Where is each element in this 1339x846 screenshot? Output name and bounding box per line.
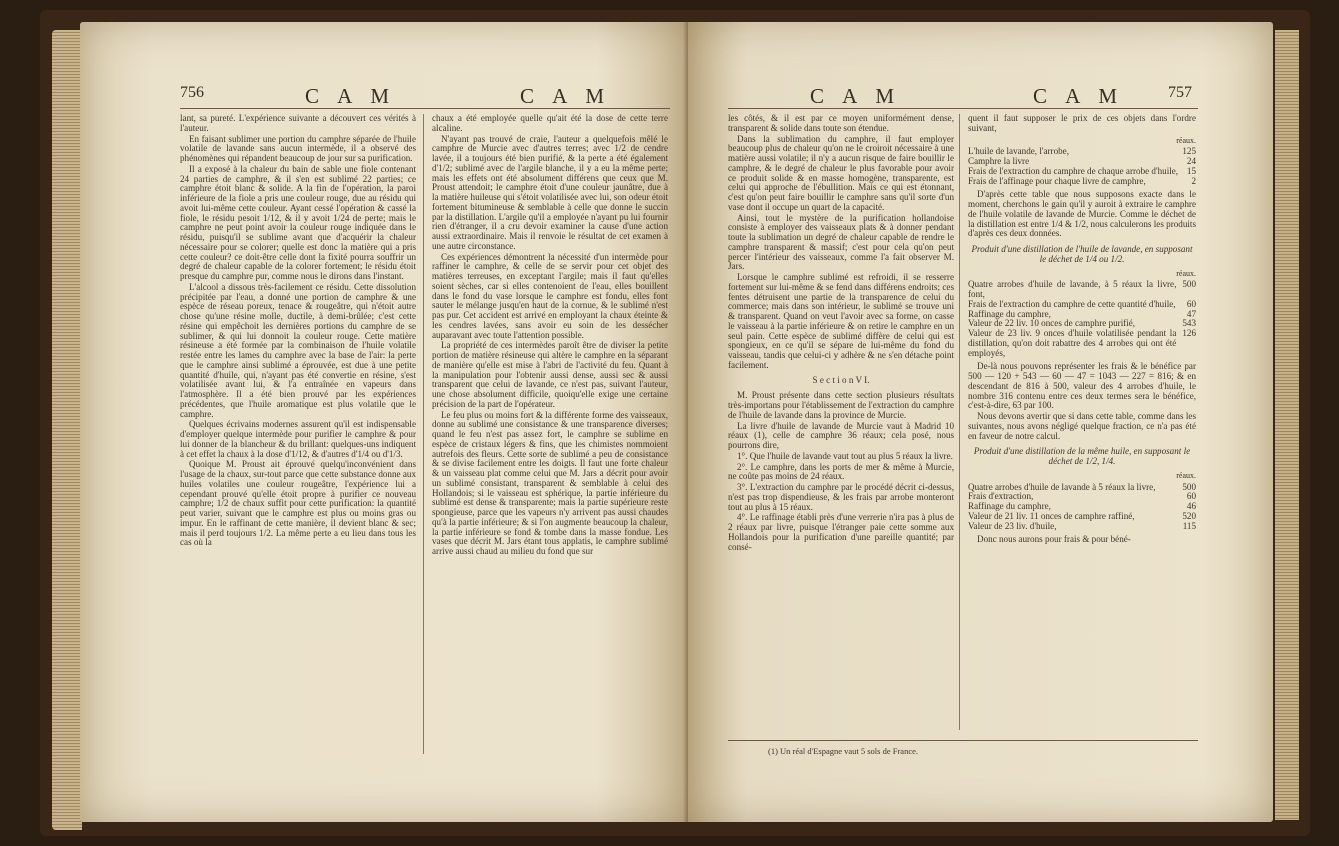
row-label: Frais d'extraction,	[968, 491, 1034, 502]
text-column-2	[432, 114, 668, 558]
row-label: Valeur de 22 liv. 10 onces de camphre purifié,	[968, 318, 1136, 329]
row-value: 47	[1186, 308, 1196, 319]
paragraph: N'ayant pas trouvé de craie, l'auteur a quelquefois mêlé le camphre de Murcie avec d'autres terres; avec 1/2 de cendre lavée, il a toujours été bien purifié, & la perte a été également d'1/2; sublimé avec de l'argile blanche, il y a eu la même perte; mais les effets ont été absolument différens que ceux que M. Proust attendoit; le camphre étoit d'une couleur jaunâtre, due à la matière huileuse qui s'étoit volatilisée avec lui, son odeur étoit fortement bitumineuse & semblable à celle que donne le succin par la distillation. L'argile qu'il a employée n'ayant pu lui fournir rien d'étranger, il a cru devoir examiner la cause d'une action aussi extraordinaire. Mais il renvoie le résultat de cet examen à une autre circonstance.	[432, 133, 668, 251]
paragraph: Il a exposé à la chaleur du bain de sable une fiole contenant 24 parties de camphre, & il s'en est sublimé 22 parties; ce camphre étoit blanc & solide. A la fin de l'opération, la paroi inférieure de la fiole a pris une couleur rouge, due au résidu qui avoit lui-même cette couleur. Ayant cessé l'opération & cassé la fiole, le résidu pesoit 1/12, & il y avoit 1/24 de perte; mais le camphre ne peut point avoir la couleur rouge indiquée dans le résidu, puisqu'il se sublime avant que d'acquérir la chaleur nécessaire pour se colorer; quelle est donc la matière qui a pris cette couleur? ce doit-être celle dont la fixité pourra souffrir un degré de chaleur capable de la colorer fortement; le résidu étoit presque du camphre pur, comme nous le dirons dans l'instant.	[180, 163, 416, 281]
price-table	[968, 147, 1196, 186]
footnote-rule	[728, 740, 1198, 741]
row-label: Camphre la livre	[968, 156, 1030, 166]
row-value: 24	[1186, 156, 1196, 166]
table-row	[968, 522, 1196, 532]
table-row	[968, 280, 1196, 300]
paragraph: L'alcool a dissous très-facilement ce résidu. Cette dissolution précipitée par l'eau, a donné une portion de camphre & une espèce de réseau poreux, tenace & rougeâtre, qui n'étoit autre chose qu'une résine molle, ductile, à demi-brûlée; c'est cette résine qui empêchoit les dernières portions du camphre de se sublimer, & qui lui donnoit la couleur rouge. Cette matière résineuse a été formée par la combinaison de l'huile volatile restée entre les lames du camphre avec la base de l'air: la perte que le camphre ainsi sublimé a éprouvée, est due à une petite quantité d'huile, qui, n'ayant pas été convertie en résine, s'est volatilisée avant lui, & l'a entraînée en vapeurs dans l'atmosphère. Il a été bien prouvé par les expériences précédentes, que l'huile aromatique est plus volatile que le camphre.	[180, 281, 416, 419]
row-label: Frais de l'extraction du camphre de chaque arrobe d'huile,	[968, 165, 1179, 176]
table-caption: Produit d'une distillation de l'huile de lavande, en supposant le déchet de 1/4 ou 1/2.	[971, 244, 1193, 264]
paragraph: La propriété de ces intermèdes paroît être de diviser la petite portion de matière résineuse qui altère le camphre en la séparant de manière qu'elle est mise à l'abri de l'activité du feu. Quant à la manipulation pour l'obtenir aussi dense, aussi sec & aussi transparent que celui de lavande, ce n'est pas, suivant l'auteur, une chose absolument difficile, quoiqu'elle exige une certaine précision de la part de l'opérateur.	[432, 340, 668, 409]
footnote: (1) Un réal d'Espagne vaut 5 sols de France.	[768, 746, 918, 756]
column-rule	[423, 114, 424, 754]
paragraph: En faisant sublimer une portion du camphre séparée de l'huile volatile de lavande sans aucun intermède, il a observé des phénomènes qui répandent beaucoup de jour sur sa purification.	[180, 133, 416, 163]
row-label: Raffinage du camphre,	[968, 308, 1051, 319]
text-column-2	[968, 114, 1196, 546]
row-value: 520	[1182, 510, 1196, 521]
section-heading: S e c t i o n V I.	[812, 374, 870, 385]
column-rule	[959, 114, 960, 730]
paragraph: Donc nous aurons pour frais & pour béné-	[977, 534, 1131, 545]
unit-label: réaux.	[1176, 268, 1196, 278]
paragraph: De-là nous pouvons représenter les frais & le bénéfice par 500 — 120 + 543 — 60 — 47 = 1043 — 227 = 816; & en descendant de 816 à 500, valeur des 4 arrobes d'huile, le nombre 316 contenu entre ces deux termes sera le bénéfice, c'est-à-dire, 63 par 100.	[968, 361, 1196, 411]
header-rule	[180, 108, 670, 109]
paragraph: Nous devons avertir que si dans cette table, comme dans les suivantes, nous avons négligé quelque fraction, ce n'a pas été en faveur de notre calcul.	[968, 411, 1196, 441]
row-label: Raffinage du camphre,	[968, 501, 1051, 511]
paragraph: Ces expériences démontrent la nécessité d'un intermède pour raffiner le camphre, & celle de se servir pour cet objet des matières terreuses, en exceptant l'argile; mais il faut qu'elles soient sèches, car si elles contenoient de l'eau, elles bouillent dans le fond du vase lorsque le camphre est fondu, elles font sauter le mélange jusqu'en haut de la cornue, & le sublimé n'est pas pur. Cet accident est arrivé en employant la chaux éteinte & les cendres lavées, sans avoir eu soin de les dessécher auparavant avec toute l'attention possible.	[432, 251, 668, 340]
paragraph: 4°. Le raffinage établi près d'une verrerie n'ira pas à plus de 2 réaux par livre, puisque l'étranger paie cette somme aux Hollandois pour la purification d'une pareille quantité; par consé-	[728, 512, 954, 552]
paragraph: Quoique M. Proust ait éprouvé quelqu'inconvénient dans l'usage de la chaux, sur-tout parce que cette substance donne aux huiles volatiles une couleur rougeâtre, l'expérience lui a cependant prouvé qu'elle étoit propre à purifier ce nouveau camphre; 1/2 de chaux suffit pour cette purification: la quantité peut varier, suivant que le camphre est plus ou moins gras ou impur. En le raffinant de cette manière, il devient blanc & sec; mais il perd toujours 1/2. La même perte a eu lieu dans tous les cas où la	[180, 459, 416, 548]
paragraph: Quelques écrivains modernes assurent qu'il est indispensable d'employer quelque intermède pour purifier le camphre & pour lui donner de la blancheur & du brillant: quelques-uns indiquent à cet effet la chaux à la dose d'1/12, & d'autres d'1/4 ou d'1/3.	[180, 419, 416, 459]
row-label: Valeur de 21 liv. 11 onces de camphre raffiné,	[968, 510, 1135, 521]
product-table-2	[968, 483, 1196, 532]
table-row	[968, 329, 1196, 358]
row-value: 115	[1182, 520, 1196, 531]
running-header: C A M	[810, 84, 902, 108]
page-number: 756	[180, 84, 204, 101]
row-label: Frais de l'affinage pour chaque livre de camphre,	[968, 175, 1146, 186]
row-value: 543	[1182, 318, 1196, 329]
unit-label: réaux.	[1176, 470, 1196, 480]
left-page	[80, 22, 688, 822]
paragraph: 2°. Le camphre, dans les ports de mer & même à Murcie, ne coûte pas moins de 24 réaux.	[728, 461, 954, 482]
paragraph: 1°. Que l'huile de lavande vaut tout au plus 5 réaux la livre.	[737, 450, 953, 461]
row-value: 2	[1191, 175, 1196, 186]
header-rule	[728, 108, 1198, 109]
row-label: Frais de l'extraction du camphre de cette quantité d'huile,	[968, 298, 1176, 309]
page-edges-right	[1275, 30, 1299, 820]
row-value: 125	[1182, 146, 1196, 157]
text-column-1	[728, 114, 954, 553]
row-label: Valeur de 23 liv. d'huile,	[968, 520, 1057, 531]
row-value: 126	[1182, 328, 1196, 338]
paragraph: chaux a été employée quelle qu'ait été la dose de cette terre alcaline.	[432, 113, 668, 133]
row-value: 46	[1186, 501, 1196, 511]
paragraph: les côtés, & il est par ce moyen uniformément dense, transparent & solide dans toute son étendue.	[728, 113, 954, 133]
row-value: 500	[1182, 481, 1196, 492]
table-caption: Produit d'une distillation de la même huile, en supposant le déchet de 1/2, 1/4.	[973, 446, 1191, 466]
paragraph: quent il faut supposer le prix de ces objets dans l'ordre suivant,	[968, 113, 1196, 133]
product-table-1	[968, 280, 1196, 358]
paragraph: M. Proust présente dans cette section plusieurs résultats très-importans pour l'établissement de l'extraction du camphre de l'huile de lavande dans la province de Murcie.	[728, 390, 955, 420]
right-page	[688, 22, 1273, 822]
paragraph: Le feu plus ou moins fort & la différente forme des vaisseaux, donne au sublimé une consistance & une transparence diverses; quand le feu n'est pas assez fort, le camphre se sublime en espèce de cristaux légers & fins, que les chimistes nommoient autrefois des fleurs. Cette sorte de sublimé a peu de consistance & se divise facilement entre les doigts. Il faut une forte chaleur & un vaisseau plat comme celui que M. Jars a décrit pour avoir un sublimé consistant, transparent & semblable à celui des Hollandois; si le vaisseau est sphérique, la partie inférieure du sublimé est dense & transparente; mais la partie supérieure reste spongieuse, parce que les vapeurs n'y arrivent pas aussi chaudes qu'à la partie inférieure; & si l'on augmente beaucoup la chaleur, la partie inférieure se fond & tombe dans la masse fondue. Les vases que décrit M. Jars étant tous applatis, le camphre sublimé arrive aussi chaud au milieu du fond que sur	[432, 409, 668, 556]
table-row	[968, 177, 1196, 187]
row-label: L'huile de lavande, l'arrobe,	[968, 146, 1069, 157]
row-label: Valeur de 23 liv. 9 onces d'huile volatilisée pendant la distillation, qu'on doit rabattre des 4 arrobes qui ont été employés,	[968, 328, 1177, 358]
running-header: C A M	[1033, 84, 1125, 108]
row-value: 60	[1186, 298, 1196, 309]
running-header: C A M	[520, 84, 612, 108]
paragraph: La livre d'huile de lavande de Murcie vaut à Madrid 10 réaux (1), celle de camphre 36 réaux; cela posé, nous pourrons dire,	[728, 420, 954, 450]
row-value: 15	[1186, 165, 1196, 176]
paragraph: D'après cette table que nous supposons exacte dans le moment, cherchons le gain qu'il y auroit à extraire le camphre de l'huile volatile de lavande de Murcie. Comme le déchet de la distillation est entre 1/4 & 1/2, nous calculerons les produits d'après ces deux données.	[968, 189, 1196, 239]
row-label: Quatre arrobes d'huile de lavande à 5 réaux la livre,	[968, 481, 1156, 492]
text-column-1	[180, 114, 416, 549]
row-value: 60	[1186, 491, 1196, 502]
paragraph: Ainsi, tout le mystère de la purification hollandoise consiste à employer des vaisseaux plats & à donner pendant toute la sublimation un degré de chaleur capable de rendre le camphre transparent & massif; c'est pour cela qu'on peut percer l'intérieur des vaisseaux, comme l'a fait observer M. Jars.	[728, 212, 954, 272]
paragraph: lant, sa pureté. L'expérience suivante a découvert ces vérités à l'auteur.	[180, 113, 416, 133]
running-header: C A M	[305, 84, 397, 108]
row-value: 500	[1182, 279, 1196, 290]
unit-label: réaux.	[1176, 135, 1196, 145]
row-label: Quatre arrobes d'huile de lavande, à 5 réaux la livre, font,	[968, 279, 1177, 299]
paragraph: 3°. L'extraction du camphre par le procédé décrit ci-dessus, n'est pas trop dispendieuse, & les frais par arrobe monteront tout au plus à 15 réaux.	[728, 482, 954, 512]
paragraph: Lorsque le camphre sublimé est refroidi, il se resserre fortement sur lui-même & se fend dans différens endroits; ces fentes détruisent une partie de la transparence de celui du commerce; mais dans son intérieur, le sublimé se trouve uni & transparent. Quand on veut l'avoir avec sa forme, on casse le vaisseau à la partie inférieure & on retire le camphre en un seul pain. Cette espèce de sublimé diffère de celui qui est spongieux, en ce qu'il se sépare de lui-même du fond du vaisseau, tandis que celui-ci y adhère & ne s'en détache point facilement.	[728, 272, 954, 370]
page-number: 757	[1168, 84, 1192, 101]
page-edges-left	[52, 30, 82, 830]
paragraph: Dans la sublimation du camphre, il faut employer beaucoup plus de chaleur qu'on ne le croiroit nécessaire à une matière aussi volatile; il n'y a aucun risque de faire bouillir le camphre, & le degré de chaleur le plus favorable pour avoir ce produit solide & en masse homogène, transparente, est celui qui approche de l'ébullition. Mais ce qui est étonnant, c'est qu'on peut faire bouillir le camphre sans qu'il sorte d'un vase dont il occupe un quart de la capacité.	[728, 133, 954, 212]
